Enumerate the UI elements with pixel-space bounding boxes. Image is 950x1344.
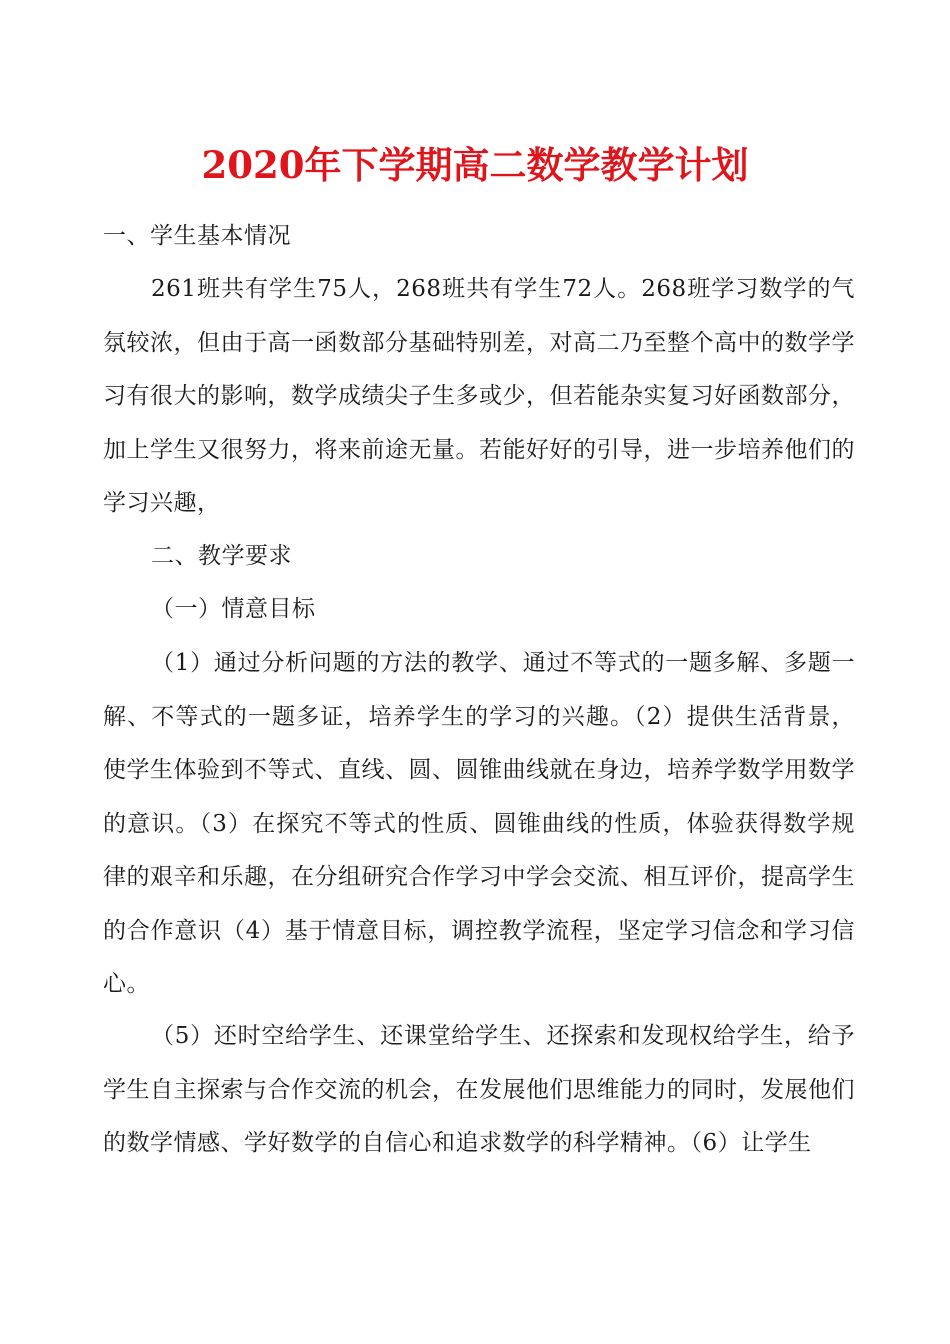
section-heading-student-situation: 一、学生基本情况 xyxy=(103,223,291,249)
document-title: 2020年下学期高二数学教学计划 xyxy=(201,142,749,187)
subsection-heading-affective-goals: （一）情意目标 xyxy=(151,596,316,622)
paragraph-affective-goals-1-4: （1）通过分析问题的方法的教学、通过不等式的一题多解、多题一解、不等式的一题多证，培养学生的学习的兴趣。（2）提供生活背景，使学生体验到不等式、直线、圆、圆锥曲线就在身边，培养学数学用数学的意识。（3）在探究不等式的性质、圆锥曲线的性质，体验获得数学规律的艰辛和乐趣，在分组研究合作学习中学会交流、相互评价，提高学生的合作意识（4）基于情意目标，调控教学流程，坚定学习信念和学习信心。 xyxy=(103,650,855,997)
paragraph-student-situation: 261班共有学生75人，268班共有学生72人。268班学习数学的气氛较浓，但由于高一函数部分基础特别差，对高二乃至整个高中的数学学习有很大的影响，数学成绩尖子生多或少，但若能杂实复习好函数部分，加上学生又很努力，将来前途无量。若能好好的引导，进一步培养他们的学习兴趣， xyxy=(103,276,855,516)
section-heading-teaching-requirements: 二、教学要求 xyxy=(151,543,292,569)
paragraph-affective-goals-5-6: （5）还时空给学生、还课堂给学生、还探索和发现权给学生，给予学生自主探索与合作交流的机会，在发展他们思维能力的同时，发展他们的数学情感、学好数学的自信心和追求数学的科学精神。（6）让学生 xyxy=(103,1023,855,1156)
